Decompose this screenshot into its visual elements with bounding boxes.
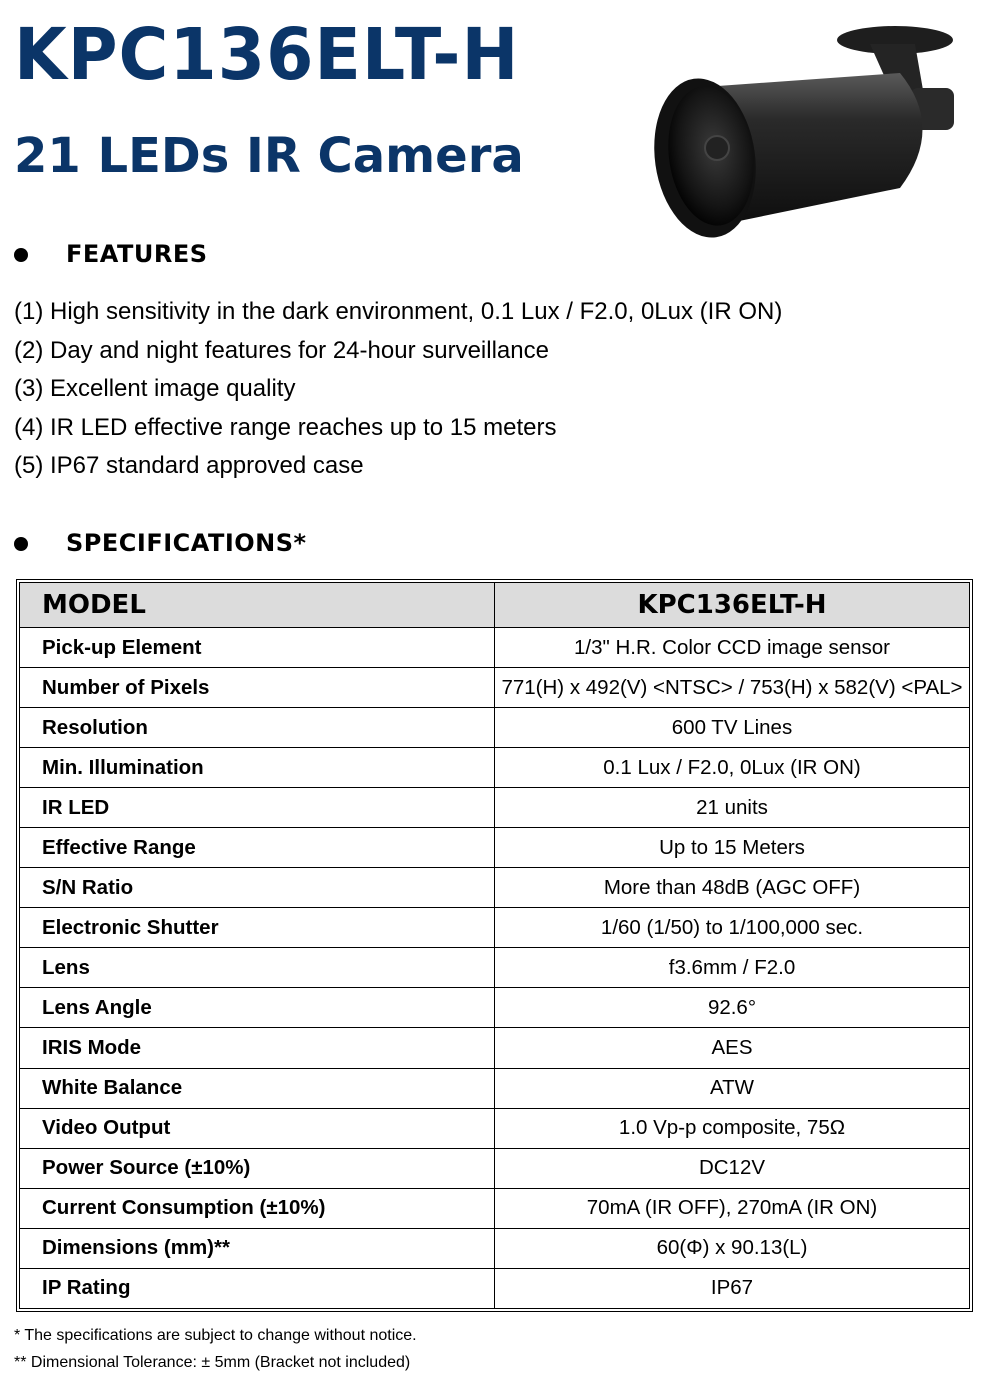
specifications-label: SPECIFICATIONS* <box>66 529 307 557</box>
table-row <box>20 948 970 988</box>
specifications-table-frame <box>16 579 973 1312</box>
spec-label: Electronic Shutter <box>20 908 495 948</box>
spec-value: Up to 15 Meters <box>495 828 970 868</box>
specifications-heading <box>14 529 307 557</box>
spec-label: IR LED <box>20 788 495 828</box>
table-row <box>20 1228 970 1268</box>
spec-value: 771(H) x 492(V) <NTSC> / 753(H) x 582(V) <PAL> <box>495 668 970 708</box>
spec-value: 70mA (IR OFF), 270mA (IR ON) <box>495 1188 970 1228</box>
spec-value: 92.6° <box>495 988 970 1028</box>
spec-label: IRIS Mode <box>20 1028 495 1068</box>
spec-label: Number of Pixels <box>20 668 495 708</box>
spec-value: More than 48dB (AGC OFF) <box>495 868 970 908</box>
spec-value: IP67 <box>495 1268 970 1308</box>
spec-label: Power Source (±10%) <box>20 1148 495 1188</box>
table-row <box>20 1028 970 1068</box>
table-row <box>20 1068 970 1108</box>
spec-value: ATW <box>495 1068 970 1108</box>
spec-value: 60(Φ) x 90.13(L) <box>495 1228 970 1268</box>
spec-value: 21 units <box>495 788 970 828</box>
spec-value: f3.6mm / F2.0 <box>495 948 970 988</box>
model-value-header: KPC136ELT-H <box>495 583 970 628</box>
table-row <box>20 868 970 908</box>
camera-product-image <box>645 18 965 243</box>
spec-value: 0.1 Lux / F2.0, 0Lux (IR ON) <box>495 748 970 788</box>
spec-value: AES <box>495 1028 970 1068</box>
bullet-icon <box>14 537 28 551</box>
feature-item: (2) Day and night features for 24-hour surveillance <box>14 336 549 364</box>
product-model-title: KPC136ELT-H <box>14 14 520 97</box>
spec-label: Dimensions (mm)** <box>20 1228 495 1268</box>
footnotes <box>14 1322 417 1376</box>
table-row <box>20 628 970 668</box>
table-row <box>20 1148 970 1188</box>
features-heading <box>14 240 208 268</box>
bullet-icon <box>14 248 28 262</box>
spec-label: White Balance <box>20 1068 495 1108</box>
feature-item: (4) IR LED effective range reaches up to 15 meters <box>14 413 557 441</box>
table-row <box>20 908 970 948</box>
product-subtitle: 21 LEDs IR Camera <box>14 128 524 184</box>
spec-label: Pick-up Element <box>20 628 495 668</box>
spec-label: Effective Range <box>20 828 495 868</box>
spec-label: S/N Ratio <box>20 868 495 908</box>
spec-value: 1/60 (1/50) to 1/100,000 sec. <box>495 908 970 948</box>
table-header-row <box>20 583 970 628</box>
footnote: * The specifications are subject to change without notice. <box>14 1327 417 1344</box>
table-row <box>20 1188 970 1228</box>
table-row <box>20 1108 970 1148</box>
spec-label: Min. Illumination <box>20 748 495 788</box>
features-list <box>14 293 782 486</box>
table-row <box>20 828 970 868</box>
table-row <box>20 748 970 788</box>
spec-label: Resolution <box>20 708 495 748</box>
feature-item: (3) Excellent image quality <box>14 375 296 402</box>
table-row <box>20 708 970 748</box>
spec-label: Current Consumption (±10%) <box>20 1188 495 1228</box>
features-label: FEATURES <box>66 240 208 268</box>
feature-item: (5) IP67 standard approved case <box>14 452 364 479</box>
specifications-table-body <box>20 628 970 1309</box>
table-row <box>20 788 970 828</box>
feature-item: (1) High sensitivity in the dark environment, 0.1 Lux / F2.0, 0Lux (IR ON) <box>14 298 783 325</box>
table-row <box>20 988 970 1028</box>
spec-value: 1/3" H.R. Color CCD image sensor <box>495 628 970 668</box>
table-row <box>20 1268 970 1308</box>
spec-value: 600 TV Lines <box>495 708 970 748</box>
spec-label: Lens Angle <box>20 988 495 1028</box>
spec-label: Video Output <box>20 1108 495 1148</box>
model-header: MODEL <box>20 583 495 628</box>
spec-label: Lens <box>20 948 495 988</box>
spec-label: IP Rating <box>20 1268 495 1308</box>
spec-value: 1.0 Vp-p composite, 75Ω <box>495 1108 970 1148</box>
table-row <box>20 668 970 708</box>
footnote: ** Dimensional Tolerance: ± 5mm (Bracket not included) <box>14 1354 411 1371</box>
spec-value: DC12V <box>495 1148 970 1188</box>
specifications-table <box>19 582 970 1309</box>
